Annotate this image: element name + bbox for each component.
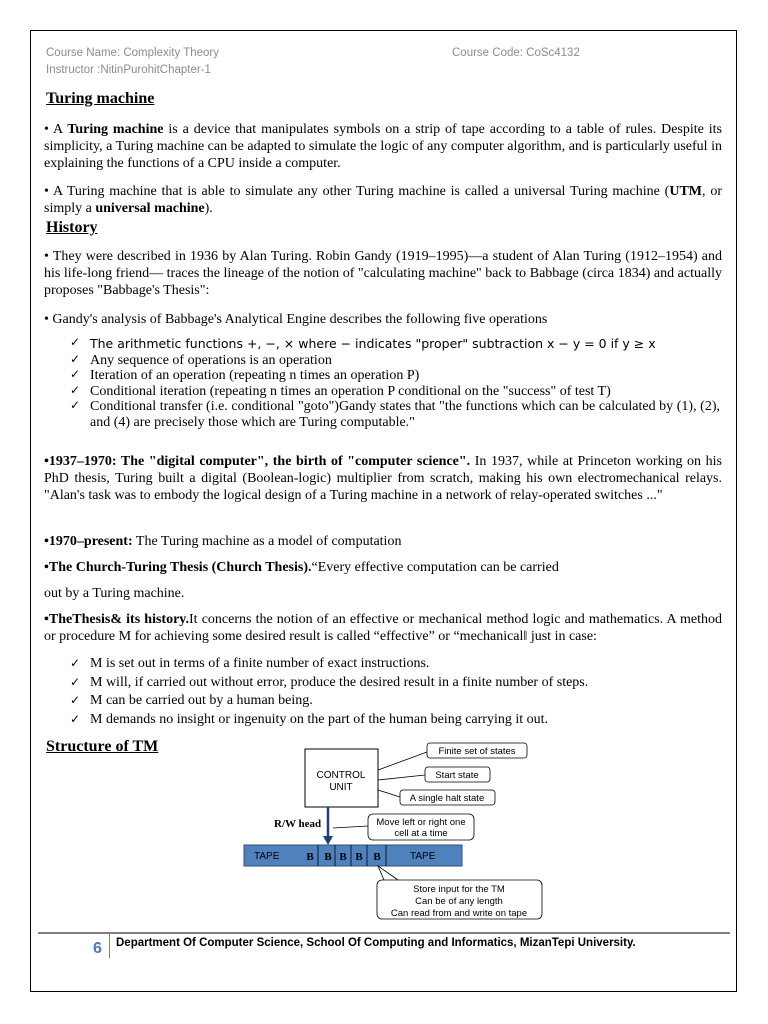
footer-rule [38, 932, 730, 934]
tape-cell-blank: B [339, 851, 347, 863]
list-item [70, 399, 720, 430]
structure-heading: Structure of TM [46, 738, 159, 755]
tape-cell-blank: B [373, 851, 381, 863]
operation-2: Any sequence of operations is an operation [90, 352, 332, 368]
thesis-history-text: It concerns the notion of an effective or mechanical method logic and mathematics. A method or procedure M for achieving some desired result is called “effective” or “mechanical‖ just in case: [44, 612, 722, 644]
turing-p2-c: , or simply a [44, 184, 722, 216]
list-item [70, 711, 720, 730]
turing-p2-e: ). [204, 201, 213, 216]
callout-halt: A single halt state [409, 793, 485, 804]
course-code: Course Code: CoSc4132 [452, 47, 580, 59]
tape-cell-blank: B [355, 851, 363, 863]
callout-states: Finite set of states [438, 746, 516, 757]
rw-head-label: R/W head [274, 818, 322, 830]
history-paragraph-2: • Gandy's analysis of Babbage's Analytical Engine describes the following five operations [44, 312, 548, 327]
checkmark-icon: ✓ [70, 382, 81, 397]
control-unit-label-1: CONTROL [316, 770, 366, 781]
history-paragraph-6: out by a Turing machine. [44, 586, 185, 601]
turing-p1-c: is a device that manipulates symbols on a strip of tape according to a table of rules. Despite its simplicity, a Turing machine can be adapted to simulate the logic of any computer algorithm, and is particularly useful in explaining the functions of a CPU inside a computer. [44, 122, 723, 171]
tape-cell-blank: B [324, 851, 332, 863]
history-paragraph-3 [44, 453, 722, 504]
church-thesis-text: “Every effective computation can be carried [311, 560, 559, 575]
history-heading: History [46, 219, 98, 236]
thesis-history-label: •TheThesis& its history. [44, 612, 190, 627]
turing-heading: Turing machine [46, 90, 155, 107]
era-1970-text: The Turing machine as a model of computation [132, 534, 402, 549]
turing-p1-b: Turing machine [67, 122, 164, 137]
page-number: 6 [93, 940, 102, 957]
tape-cell-blank: B [306, 851, 314, 863]
list-item [70, 384, 720, 400]
list-item [70, 655, 720, 674]
history-paragraph-5 [44, 559, 722, 576]
list-item [70, 674, 720, 693]
callout-move-2: cell at a time [394, 828, 448, 839]
turing-p1-a: • A [44, 122, 68, 137]
turing-p2-a: • A Turing machine that is able to simulate any other Turing machine is called a universal Turing machine ( [44, 184, 670, 199]
history-paragraph-7 [44, 611, 722, 645]
checkmark-icon: ✓ [70, 367, 81, 381]
checkmark-icon: ✓ [70, 335, 81, 349]
instructor: Instructor :NitinPurohitChapter-1 [46, 64, 211, 76]
condition-2: M will, if carried out without error, produce the desired result in a finite number of steps. [90, 674, 589, 690]
checkmark-icon: ✓ [70, 398, 81, 412]
list-item [70, 692, 720, 711]
operation-4: Conditional iteration (repeating n times an operation P conditional on the "success" of test T) [90, 383, 611, 399]
course-name: Course Name: Complexity Theory [46, 47, 219, 59]
footer-separator [109, 934, 110, 958]
era-1937-text: In 1937, while at Princeton working on his PhD thesis, Turing built a digital (Boolean-logic) multiplier from scratch, making his own electromechanical relays. "Alan's task was to embody the logical design of a Turing machine in a network of relay-operated switches ..." [44, 454, 722, 503]
checkmark-icon: ✓ [70, 674, 81, 689]
history-paragraph-4 [44, 533, 722, 550]
turing-p2-b: UTM [669, 184, 702, 199]
list-item [70, 368, 720, 384]
condition-4: M demands no insight or ingenuity on the part of the human being carrying it out. [90, 711, 549, 727]
turing-paragraph-2 [44, 183, 722, 217]
operation-3: Iteration of an operation (repeating n times an operation P) [90, 368, 420, 383]
condition-1: M is set out in terms of a finite number of exact instructions. [90, 656, 430, 671]
conditions-list [70, 655, 720, 729]
control-unit-label-2: UNIT [329, 782, 353, 793]
tape-label-left: TAPE [254, 851, 280, 862]
checkmark-icon: ✓ [70, 693, 81, 707]
tape-label-right: TAPE [410, 851, 436, 862]
list-item [70, 336, 720, 353]
history-paragraph-1: • They were described in 1936 by Alan Turing. Robin Gandy (1919–1995)—a student of Alan Turing (1912–1954) and his life-long friend— traces the lineage of the notion of "calculating machine" back to Babbage (circa 1834) and actually proposes "Babbage's Thesis": [44, 249, 722, 298]
footer-text: Department Of Computer Science, School Of Computing and Informatics, MizanTepi University. [116, 937, 636, 949]
checkmark-icon: ✓ [70, 351, 81, 366]
era-1970-label: •1970–present: [44, 534, 133, 549]
operation-5: Conditional transfer (i.e. conditional "goto")Gandy states that "the functions which can be calculated by (1), (2), and (4) are precisely those which are Turing computable." [90, 399, 720, 430]
operation-1: The arithmetic functions +, −, × where − indicates "proper" subtraction x − y = 0 if y ≥ x [90, 336, 656, 351]
callout-move-1: Move left or right one [376, 817, 466, 828]
callout-store-3: Can read from and write on tape [390, 908, 528, 919]
list-item [70, 353, 720, 369]
condition-3: M can be carried out by a human being. [90, 693, 313, 708]
turing-p2-d: universal machine [95, 201, 205, 216]
callout-start: Start state [435, 770, 479, 781]
checkmark-icon: ✓ [70, 656, 81, 670]
checkmark-icon: ✓ [70, 711, 81, 726]
church-thesis-label: •The Church-Turing Thesis (Church Thesis). [44, 560, 312, 575]
turing-paragraph-1 [44, 121, 722, 172]
callout-store-2: Can be of any length [415, 896, 503, 907]
callout-store-1: Store input for the TM [413, 884, 505, 895]
operations-list [70, 336, 720, 430]
era-1937-label: •1937–1970: The "digital computer", the birth of "computer science". [44, 454, 471, 469]
